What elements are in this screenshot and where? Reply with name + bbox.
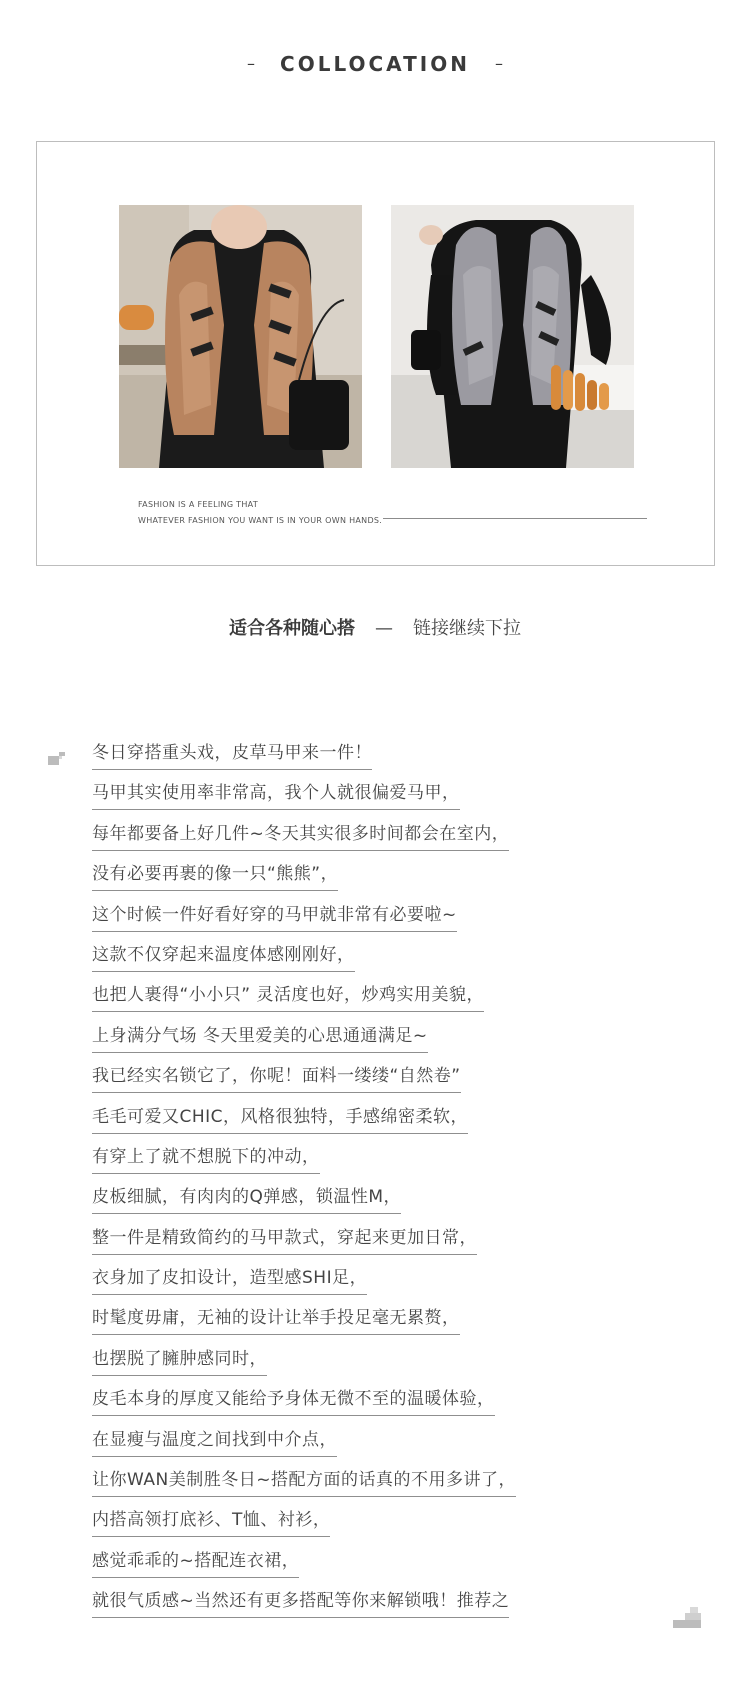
list-item	[92, 1550, 732, 1590]
header-dash-left: –	[246, 54, 255, 73]
description-line: 就很气质感~当然还有更多搭配等你来解锁哦！推荐之	[92, 1590, 509, 1618]
list-item	[92, 944, 732, 984]
list-item	[92, 1025, 732, 1065]
description-line: 马甲其实使用率非常高，我个人就很偏爱马甲，	[92, 782, 460, 810]
tagline-divider	[383, 518, 647, 519]
fashion-tagline	[138, 497, 382, 529]
list-item	[92, 904, 732, 944]
corner-blocks-icon	[48, 750, 66, 766]
list-item	[92, 863, 732, 903]
description-line: 整一件是精致简约的马甲款式，穿起来更加日常，	[92, 1227, 477, 1255]
list-item	[92, 1106, 732, 1146]
list-item	[92, 782, 732, 822]
description-line: 感觉乖乖的~搭配连衣裙，	[92, 1550, 299, 1578]
list-item	[92, 823, 732, 863]
tagline-line-2: WHATEVER FASHION YOU WANT IS IN YOUR OWN HANDS.	[138, 516, 383, 525]
list-item	[92, 984, 732, 1024]
description-line: 我已经实名锁它了，你呢！面料一缕缕“自然卷”	[92, 1065, 461, 1093]
brown-fur-vest-illustration	[119, 205, 362, 468]
description-line: 时髦度毋庸，无袖的设计让举手投足毫无累赘，	[92, 1307, 460, 1335]
description-line: 有穿上了就不想脱下的冲动，	[92, 1146, 320, 1174]
header-dash-right: –	[495, 54, 504, 73]
list-item	[92, 1307, 732, 1347]
list-item	[92, 742, 732, 782]
subheader-dash: —	[375, 618, 393, 639]
list-item	[92, 1065, 732, 1105]
list-item	[92, 1509, 732, 1549]
description-line: 让你WAN美制胜冬日~搭配方面的话真的不用多讲了，	[92, 1469, 516, 1497]
description-line: 内搭高领打底衫、T恤、衬衫，	[92, 1509, 330, 1537]
brown-fur-vest-photo	[119, 205, 362, 468]
grey-fur-vest-illustration	[391, 205, 634, 468]
description-line: 上身满分气场 冬天里爱美的心思通通满足~	[92, 1025, 428, 1053]
section-header	[0, 52, 750, 76]
list-item	[92, 1267, 732, 1307]
description-line: 也摆脱了臃肿感同时，	[92, 1348, 267, 1376]
description-line: 这款不仅穿起来温度体感刚刚好，	[92, 944, 355, 972]
subheader	[0, 614, 750, 640]
list-item	[92, 1348, 732, 1388]
description-line: 毛毛可爱又CHIC，风格很独特，手感绵密柔软，	[92, 1106, 468, 1134]
section-title: COLLOCATION	[280, 52, 470, 76]
description-line: 衣身加了皮扣设计，造型感SHI足，	[92, 1267, 367, 1295]
grey-fur-vest-photo	[391, 205, 634, 468]
description-line: 皮毛本身的厚度又能给予身体无微不至的温暖体验，	[92, 1388, 495, 1416]
subheader-light-text: 链接继续下拉	[413, 618, 521, 639]
list-item	[92, 1469, 732, 1509]
description-line: 没有必要再裹的像一只“熊熊”，	[92, 863, 338, 891]
collocation-frame	[36, 141, 715, 566]
subheader-bold-text: 适合各种随心搭	[229, 618, 355, 639]
list-item	[92, 1186, 732, 1226]
description-line: 皮板细腻，有肉肉的Q弹感，锁温性M，	[92, 1186, 401, 1214]
list-item	[92, 1146, 732, 1186]
description-line: 在显瘦与温度之间找到中介点，	[92, 1429, 337, 1457]
tagline-line-1: FASHION IS A FEELING THAT	[138, 500, 259, 509]
list-item	[92, 1590, 732, 1630]
description-line: 冬日穿搭重头戏，皮草马甲来一件！	[92, 742, 372, 770]
description-line: 这个时候一件好看好穿的马甲就非常有必要啦~	[92, 904, 457, 932]
list-item	[92, 1429, 732, 1469]
description-line: 每年都要备上好几件~冬天其实很多时间都会在室内，	[92, 823, 509, 851]
description-line: 也把人裹得“小小只” 灵活度也好，炒鸡实用美貌，	[92, 984, 484, 1012]
list-item	[92, 1227, 732, 1267]
description-list	[92, 742, 732, 1631]
list-item	[92, 1388, 732, 1428]
